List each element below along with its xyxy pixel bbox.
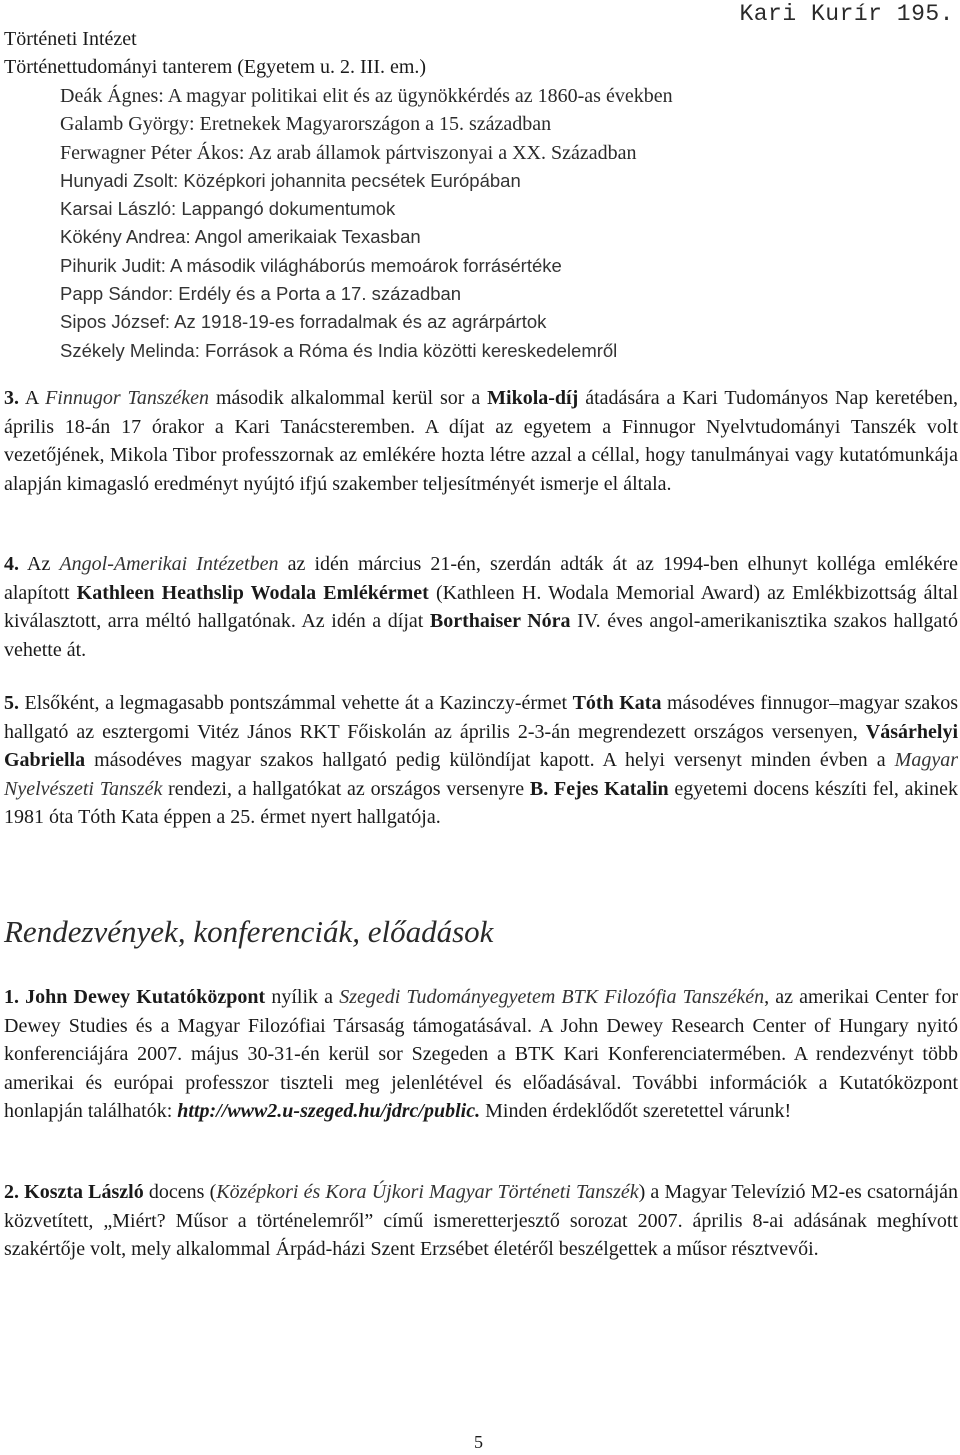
department-name: Magyar Nyelvészeti Tanszék (4, 749, 958, 800)
person-name: Vásárhelyi Gabriella (4, 720, 958, 771)
talk-item: Pihurik Judit: A második világháborús memoárok forrásértéke (60, 254, 562, 276)
news-item-4: 4. Az Angol-Amerikai Intézetben az idén március 21-én, szerdán adták át az 1994-ben elhunyt kolléga emlékére alapított Kathleen Heathslip Wodala Emlékérmet (Kathleen H. Wodala Memorial Award) az Emlékbizottság által kiválasztott, arra méltó hallgatónak. Az idén a díjat Borthaiser Nóra IV. éves angol-amerikanisztika szakos hallgató vehette át. (4, 553, 959, 661)
news-item-5: 5. Elsőként, a legmagasabb pontszámmal vehette át a Kazinczy-érmet Tóth Kata másodéves finnugor–magyar szakos hallgató az esztergomi Vitéz János RKT Főiskolán az április 2-3-án megrendezett országos versenyen, Vásárhelyi Gabriella másodéves magyar szakos hallgató pedig különdíjat kapott. A helyi versenyt minden évben a Magyar Nyelvészeti Tanszék rendezi, a hallgatókat az országos versenyre B. Fejes Katalin egyetemi docens készíti fel, akinek 1981 óta Tóth Kata éppen a 25. érmet nyert hallgatója. (4, 692, 959, 828)
institute-title: Történeti Intézet (4, 28, 137, 50)
event-item-1: 1. John Dewey Kutatóközpont nyílik a Szegedi Tudományegyetem BTK Filozófia Tanszékén, az amerikai Center for Dewey Studies és a Magyar Filozófiai Társaság támogatásával. A John Dewey Research Center of Hungary nyitó konferenciájára 2007. május 30-31-én kerül sor Szegeden a BTK Kari Konferenciatermében. A rendezvényt több amerikai és európai professzor tiszteli meg jelenlétével és előadásával. További információk a Kutatóközpont honlapján találhatók: http://www2.u-szeged.hu/jdrc/public. Minden érdeklődőt szeretettel várunk! (4, 986, 958, 1122)
talk-item: Karsai László: Lappangó dokumentumok (60, 198, 396, 220)
institute-location: Történettudományi tanterem (Egyetem u. 2. III. em.) (4, 56, 427, 78)
talk-item: Székely Melinda: Források a Róma és India közötti kereskedelemről (60, 339, 618, 361)
event-item-2: 2. Koszta László docens (Középkori és Kora Újkori Magyar Történeti Tanszék) a Magyar Televízió M2-es csatornáján közvetített, „Miért? Műsor a történelemről” című ismeretterjesztő sorozat 2007. április 8-ai adásának meghívott szakértője volt, mely alkalommal Árpád-házi Szent Erzsébet életéről beszélgettek a műsor résztvevői. (4, 1181, 959, 1260)
talk-item: Hunyadi Zsolt: Középkori johannita pecsétek Európában (60, 169, 521, 191)
department-name: Angol-Amerikai Intézetben (59, 553, 279, 575)
department-name: Szegedi Tudományegyetem BTK Filozófia Tanszékén (339, 986, 765, 1008)
talk-item: Deák Ágnes: A magyar politikai elit és az ügynökkérdés az 1860-as években (60, 85, 673, 107)
talk-item: Kökény Andrea: Angol amerikaiak Texasban (60, 226, 421, 248)
running-head: Kari Kurír 195. (739, 1, 954, 27)
winner-name: Borthaiser Nóra (429, 610, 571, 632)
item-number: 3. (4, 387, 19, 409)
talk-item: Papp Sándor: Erdély és a Porta a 17. században (60, 283, 462, 305)
award-name: Kathleen Heathslip Wodala Emlékérmet (76, 581, 429, 604)
person-name: Koszta László (24, 1181, 144, 1203)
item-number: 2. (4, 1181, 19, 1203)
center-name: John Dewey Kutatóközpont (25, 986, 266, 1008)
person-name: Tóth Kata (572, 692, 662, 714)
page-number: 5 (474, 1432, 483, 1452)
section-heading: Rendezvények, konferenciák, előadások (4, 914, 494, 949)
website-link[interactable]: http://www2.u-szeged.hu/jdrc/public. (177, 1100, 481, 1122)
department-name: Finnugor Tanszéken (45, 387, 210, 409)
talk-item: Ferwagner Péter Ákos: Az arab államok pártviszonyai a XX. Században (60, 141, 637, 164)
talk-list (60, 82, 673, 365)
person-name: B. Fejes Katalin (529, 777, 669, 800)
news-item-3: 3. A Finnugor Tanszéken második alkalommal kerül sor a Mikola-díj átadására a Kari Tudományos Nap keretében, április 18-án 17 órakor a Kari Tanácsteremben. A díjat az egyetem a Finnugor Nyelvtudományi Tanszék volt vezetőjének, Mikola Tibor professzornak az emlékére hozta létre azzal a céllal, hogy tanulmányai vagy kutatómunkája alapján kimagasló eredményt nyújtó ifjú szakember teljesítményét ismerje el általa. (4, 387, 958, 495)
item-number: 1. (4, 986, 19, 1008)
item-number: 4. (4, 553, 19, 575)
talk-item: Sipos József: Az 1918-19-es forradalmak és az agrárpártok (60, 311, 547, 333)
award-name: Mikola-díj (487, 387, 579, 409)
department-name: Középkori és Kora Újkori Magyar Történeti Tanszék (216, 1181, 639, 1203)
item-number: 5. (4, 692, 19, 714)
talk-item: Galamb György: Eretnekek Magyarországon a 15. században (60, 113, 552, 136)
